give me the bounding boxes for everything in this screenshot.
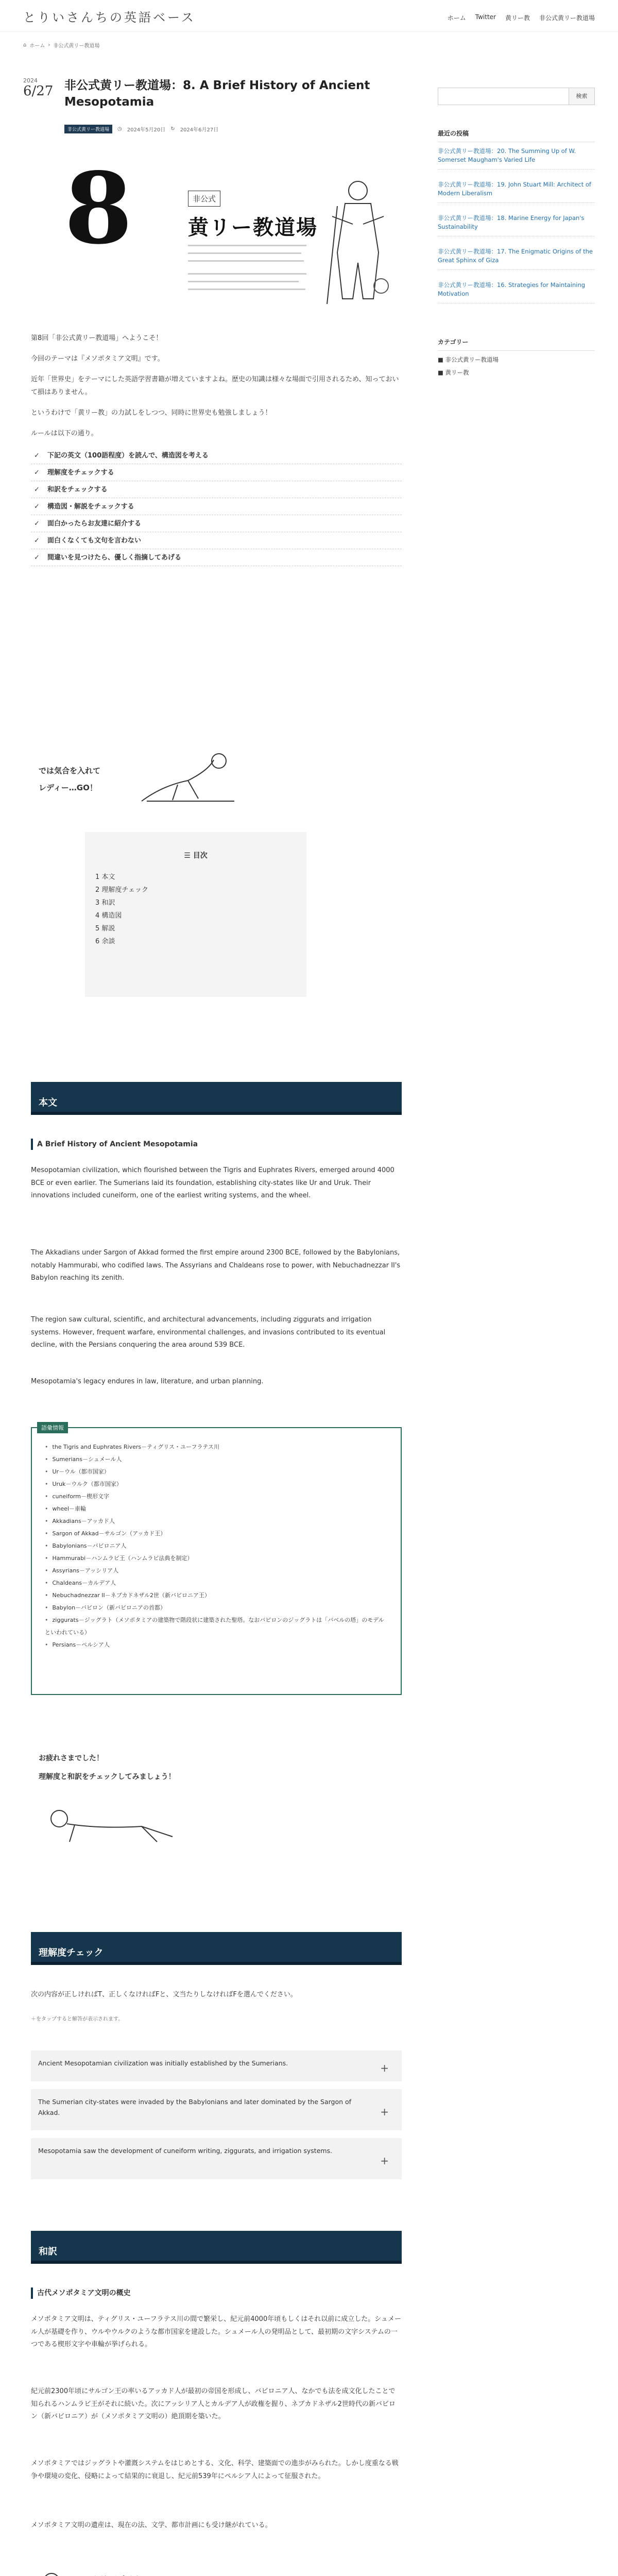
check-icon: ✓ <box>34 469 40 477</box>
list-item: • Assyrians－アッシリア人 <box>45 1565 385 1577</box>
list-icon: ☰ <box>184 852 193 860</box>
list-item: • wheel－車輪 <box>45 1503 385 1515</box>
clock-icon: ◷ <box>117 126 122 132</box>
intro-4: というわけで「黄リー教」の力試しをしつつ、同時に世界史も勉強しましょう！ <box>31 409 272 417</box>
lying-figure-illustration <box>39 1798 193 1850</box>
quiz-item[interactable]: Ancient Mesopotamian civilization was initially established by the Sumerians. + <box>31 2050 402 2081</box>
english-para-3: The region saw cultural, scientific, and architectural advancements, including ziggurats and irrigation systems. However, frequent warfare, environmental challenges, and invasions contributed to its eventual decline, with the Persians conquering the area around 539 BCE. <box>31 1316 386 1349</box>
toc-item[interactable]: 5 解説 <box>95 925 115 933</box>
list-item: • Sargon of Akkad－サルゴン（アッカド王） <box>45 1528 385 1540</box>
toc-item[interactable]: 2 理解度チェック <box>95 886 149 894</box>
plus-icon[interactable]: + <box>380 2062 389 2074</box>
section-heading-text: 和訳 <box>31 2231 402 2264</box>
list-item: ✓ 面白かったらお友達に紹介する <box>31 515 402 532</box>
site-header <box>0 0 618 32</box>
post-monthday: 6/27 <box>23 83 54 99</box>
category-link[interactable]: ■ 黄リー教 <box>438 369 469 376</box>
japanese-para-1: メソポタミア文明は、ティグリス・ユーフラテス川の間で繁栄し、紀元前4000年頃もしくはそれ以前に成立した。シュメール人が基礎を作り、ウルやウルクのような都市国家を建設した。シュメール人の発明品として、最初期の文字システムの一つである楔形文字や車輪が挙げられる。 <box>31 2315 401 2349</box>
rules-list <box>31 447 402 566</box>
english-para-4: Mesopotamia's legacy endures in law, literature, and urban planning. <box>31 1378 264 1385</box>
list-item: • Ur－ウル（都市国家） <box>45 1466 385 1478</box>
site-logo[interactable]: とりいさんちの英語ベース <box>23 10 196 25</box>
post-year: 2024 <box>23 77 38 84</box>
hero-text-line <box>188 289 305 290</box>
list-item: ✓ 理解度をチェックする <box>31 464 402 481</box>
subheading-english-title: A Brief History of Ancient Mesopotamia <box>31 1139 402 1150</box>
section-heading-text: 本文 <box>31 1082 402 1115</box>
list-item: • Babylon－バビロン（新バビロニアの首都） <box>45 1602 385 1614</box>
quiz-item[interactable]: The Sumerian city-states were invaded by the Babylonians and later dominated by the Sargon of Akkad. + <box>31 2089 402 2130</box>
refresh-icon: ↻ <box>170 126 175 132</box>
list-item: • Chaldeans－カルデア人 <box>45 1577 385 1589</box>
quiz-item[interactable]: Mesopotamia saw the development of cuneiform writing, ziggurats, and irrigation systems. + <box>31 2138 402 2179</box>
vocab-title: 語彙情報 <box>37 1422 68 1433</box>
list-item: ✓ 和訳をチェックする <box>31 481 402 498</box>
hero-text-line <box>188 252 301 254</box>
post-meta <box>64 125 218 133</box>
search-box <box>438 88 595 105</box>
folder-icon: ■ <box>438 369 445 376</box>
vocab-box <box>31 1427 402 1695</box>
folder-icon: ■ <box>438 356 445 363</box>
nav-dojo[interactable]: 非公式黄リー教道場 <box>539 14 595 22</box>
list-item: ✓ 構造図・解説をチェックする <box>31 498 402 515</box>
page-title: 非公式黄リー教道場：8. A Brief History of Ancient Mesopotamia <box>64 79 370 109</box>
list-item: ✓ 下記の英文（100語程度）を読んで、構造図を考える <box>31 447 402 464</box>
toc-list <box>95 871 148 948</box>
done-text: お疲れさまでした！ 理解度と和訳をチェックしてみましょう！ <box>39 1754 176 1782</box>
japanese-para-4: メソポタミア文明の遺産は、現在の法、文学、都市計画にも受け継がれている。 <box>31 2521 272 2529</box>
list-item: • the Tigris and Euphrates Rivers－ティグリス・ユーフラテス川 <box>45 1441 385 1453</box>
list-item: • Uruk－ウルク（都市国家） <box>45 1478 385 1490</box>
breadcrumb-home[interactable]: ホーム <box>29 43 45 49</box>
posted-date: 2024年5月20日 <box>127 127 166 133</box>
vocab-list <box>45 1441 385 1651</box>
hero-text-line <box>188 260 304 262</box>
check-icon: ✓ <box>34 537 40 545</box>
bowing-figure-illustration <box>131 750 245 811</box>
list-item: • Persians－ペルシア人 <box>45 1639 385 1651</box>
nav-twitter[interactable]: Twitter <box>475 13 496 21</box>
toc-item[interactable]: 4 構造図 <box>95 912 122 920</box>
nav-kiri[interactable]: 黄リー教 <box>505 14 530 22</box>
section-heading-text: 理解度チェック <box>31 1932 402 1965</box>
search-input[interactable] <box>438 88 570 105</box>
toc-item[interactable]: 6 余談 <box>95 938 115 945</box>
english-para-1: Mesopotamian civilization, which flourished between the Tigris and Euphrates Rivers, emerged around 4000 BCE or even earlier. The Sumerians laid its foundation, establishing city-states like Ur and Uruk. Their innovations included cuneiform, one of the earliest writing systems, and the wheel. <box>31 1166 394 1200</box>
table-of-contents <box>85 832 306 997</box>
intro-2: 今回のテーマは『メソポタミア文明』です。 <box>31 355 164 363</box>
breadcrumb <box>23 41 99 49</box>
recent-posts-heading: 最近の投稿 <box>438 129 595 142</box>
list-item: ✓ 間違いを見つけたら、優しく指摘してあげる <box>31 549 402 566</box>
hero-text-line <box>188 281 299 282</box>
list-item: • ziggurats－ジッグラト（メソポタミアの建築物で階段状に建築された聖塔。なおバビロンのジッグラトは「バベルの塔」のモデルといわれている） <box>45 1614 385 1639</box>
check-icon: ✓ <box>34 503 40 511</box>
recent-post-link[interactable]: 非公式黄リー教道場：17. The Enigmatic Origins of the Great Sphinx of Giza <box>438 247 595 270</box>
check-icon: ✓ <box>34 452 40 460</box>
ready-text: では気合を入れて レディー…GO！ <box>39 766 101 792</box>
english-para-2: The Akkadians under Sargon of Akkad formed the first empire around 2300 BCE, followed by the Babylonians, notably Hammurabi, who codified laws. The Assyrians and Chaldeans rose to power, with Nebuchadnezzar II's Babylon reaching its zenith. <box>31 1249 401 1282</box>
chevron-icon: › <box>48 42 50 48</box>
search-button[interactable]: 検索 <box>569 88 594 105</box>
list-item: • Hammurabi－ハンムラビ王（ハンムラビ法典を制定） <box>45 1552 385 1565</box>
hero-title: 黄リー教道場 <box>188 216 318 240</box>
main-nav <box>448 13 595 22</box>
plus-icon[interactable]: + <box>380 2155 389 2167</box>
list-item: • cuneiform－楔形文字 <box>45 1490 385 1503</box>
list-item: • Akkadians－アッカド人 <box>45 1515 385 1528</box>
check-icon: ✓ <box>34 520 40 528</box>
list-item: • Nebuchadnezzar II－ネブカドネザル2世（新バビロニア王） <box>45 1589 385 1602</box>
hero-small-label: 非公式 <box>188 191 220 207</box>
check-note: ＋をタップすると解答が表示されます。 <box>31 2016 124 2022</box>
breadcrumb-category[interactable]: 非公式黄リー教道場 <box>53 43 100 49</box>
toc-item[interactable]: 1 本文 <box>95 873 115 881</box>
japanese-para-2: 紀元前2300年頃にサルゴン王の率いるアッカド人が最初の帝国を形成し、バビロニア人、なかでも法を成文化したことで知られるハンムラビ王がそれに続いた。次にアッシリア人とカルデア人が政権を握り、ネブカドネザル2世時代の新バビロン（新バビロニア）が（メソポタミア文明の）絶頂期を築いた。 <box>31 2387 396 2421</box>
list-item: • Babylonians－バビロニア人 <box>45 1540 385 1552</box>
nav-home[interactable]: ホーム <box>447 14 466 22</box>
hero-image <box>23 151 409 319</box>
post-date <box>23 77 52 99</box>
japanese-para-3: メソポタミアではジッグラトや灌漑システムをはじめとする、文化、科学、建築面での進歩がみられた。しかし度重なる戦争や環境の変化、侵略によって結果的に衰退し、紀元前539年にペルシア人によって征服された。 <box>31 2460 399 2480</box>
two-figures-illustration <box>31 2566 196 2576</box>
recent-post-link[interactable]: 非公式黄リー教道場：19. John Stuart Mill: Architect of Modern Liberalism <box>438 180 595 203</box>
samurai-illustration <box>322 175 394 309</box>
intro-3: 近年「世界史」をテーマにした英語学習書籍が増えていますよね。歴史の知識は様々な場面で引用されるため、知っておいて損はありません。 <box>31 376 399 396</box>
category-heading: カテゴリー <box>438 337 595 351</box>
updated-date: 2024年6月27日 <box>180 127 219 133</box>
home-icon: ⌂ <box>23 42 27 48</box>
category-link[interactable]: ■ 非公式黄リー教道場 <box>438 356 499 363</box>
subheading-japanese-title: 古代メソポタミア文明の概史 <box>31 2287 402 2299</box>
toc-title: ☰ 目次 <box>184 852 208 860</box>
check-lead: 次の内容が正しければT、正しくなければFと、文当たりしなければFを選んでください。 <box>31 1991 297 1998</box>
list-item: • Sumerians－シュメール人 <box>45 1453 385 1466</box>
category-tag[interactable]: 非公式黄リー教道場 <box>64 125 112 133</box>
intro-1: 第8回「非公式黄リー教道場」へようこそ！ <box>31 334 163 342</box>
toc-item[interactable]: 3 和訳 <box>95 899 115 907</box>
recent-post-link[interactable]: 非公式黄リー教道場：18. Marine Energy for Japan's Sustainability <box>438 214 595 236</box>
hero-text-line <box>188 245 306 246</box>
recent-post-link[interactable]: 非公式黄リー教道場：20. The Summing Up of W. Somerset Maugham's Varied Life <box>438 147 595 170</box>
plus-icon[interactable]: + <box>380 2106 389 2118</box>
intro-5: ルールは以下の通り。 <box>31 430 98 437</box>
check-icon: ✓ <box>34 486 40 494</box>
recent-post-link[interactable]: 非公式黄リー教道場：16. Strategies for Maintaining Motivation <box>438 281 595 303</box>
hero-text-line <box>188 273 306 275</box>
list-item: ✓ 面白くなくても文句を言わない <box>31 532 402 549</box>
hero-number: 8 <box>64 151 133 266</box>
check-icon: ✓ <box>34 554 40 562</box>
